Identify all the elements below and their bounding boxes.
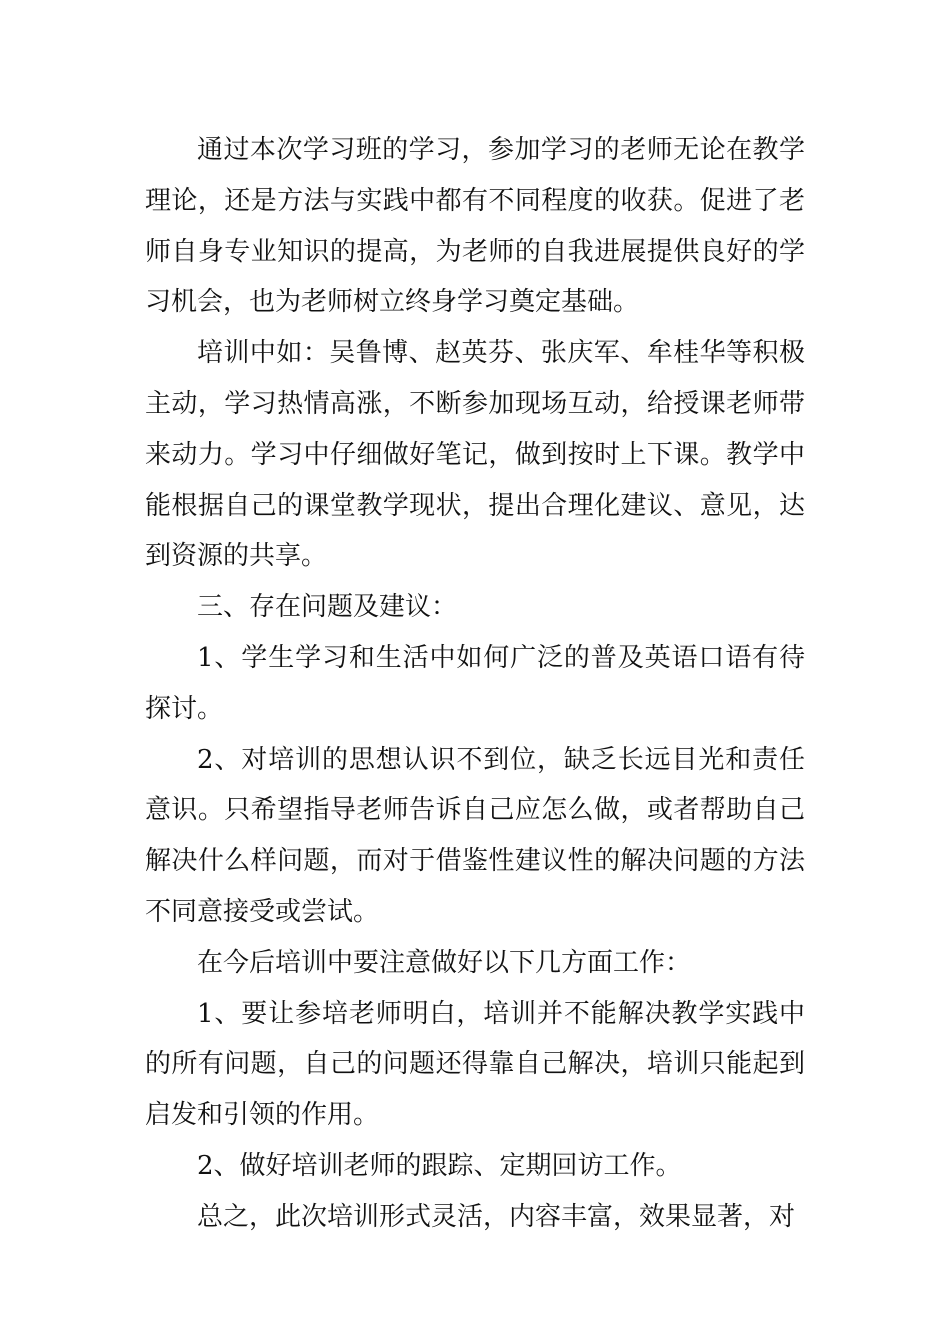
paragraph-active-participants: 培训中如：吴鲁博、赵英芬、张庆军、牟桂华等积极主动，学习热情高涨，不断参加现场互动，给授课老师带来动力。学习中仔细做好笔记，做到按时上下课。教学中能根据自己的课堂教学现状，提出合理化建议、意见，达到资源的共享。 bbox=[145, 338, 805, 572]
document-body bbox=[145, 125, 805, 1243]
paragraph-problem-2: 2、对培训的思想认识不到位，缺乏长远目光和责任意识。只希望指导老师告诉自己应怎么做，或者帮助自己解决什么样问题，而对于借鉴性建议性的解决问题的方法不同意接受或尝试。 bbox=[145, 744, 805, 927]
paragraph-future-work-intro: 在今后培训中要注意做好以下几方面工作： bbox=[197, 947, 692, 978]
paragraph-summary: 总之，此次培训形式灵活，内容丰富，效果显著，对 bbox=[197, 1201, 796, 1232]
section-heading-problems: 三、存在问题及建议： bbox=[197, 592, 458, 623]
paragraph-future-work-2: 2、做好培训老师的跟踪、定期回访工作。 bbox=[197, 1150, 682, 1181]
paragraph-learning-outcomes: 通过本次学习班的学习，参加学习的老师无论在教学理论，还是方法与实践中都有不同程度的收获。促进了老师自身专业知识的提高，为老师的自我进展提供良好的学习机会，也为老师树立终身学习奠定基础。 bbox=[145, 135, 805, 318]
paragraph-future-work-1: 1、要让参培老师明白，培训并不能解决教学实践中的所有问题，自己的问题还得靠自己解决，培训只能起到启发和引领的作用。 bbox=[145, 998, 805, 1131]
paragraph-problem-1: 1、学生学习和生活中如何广泛的普及英语口语有待探讨。 bbox=[145, 642, 805, 724]
